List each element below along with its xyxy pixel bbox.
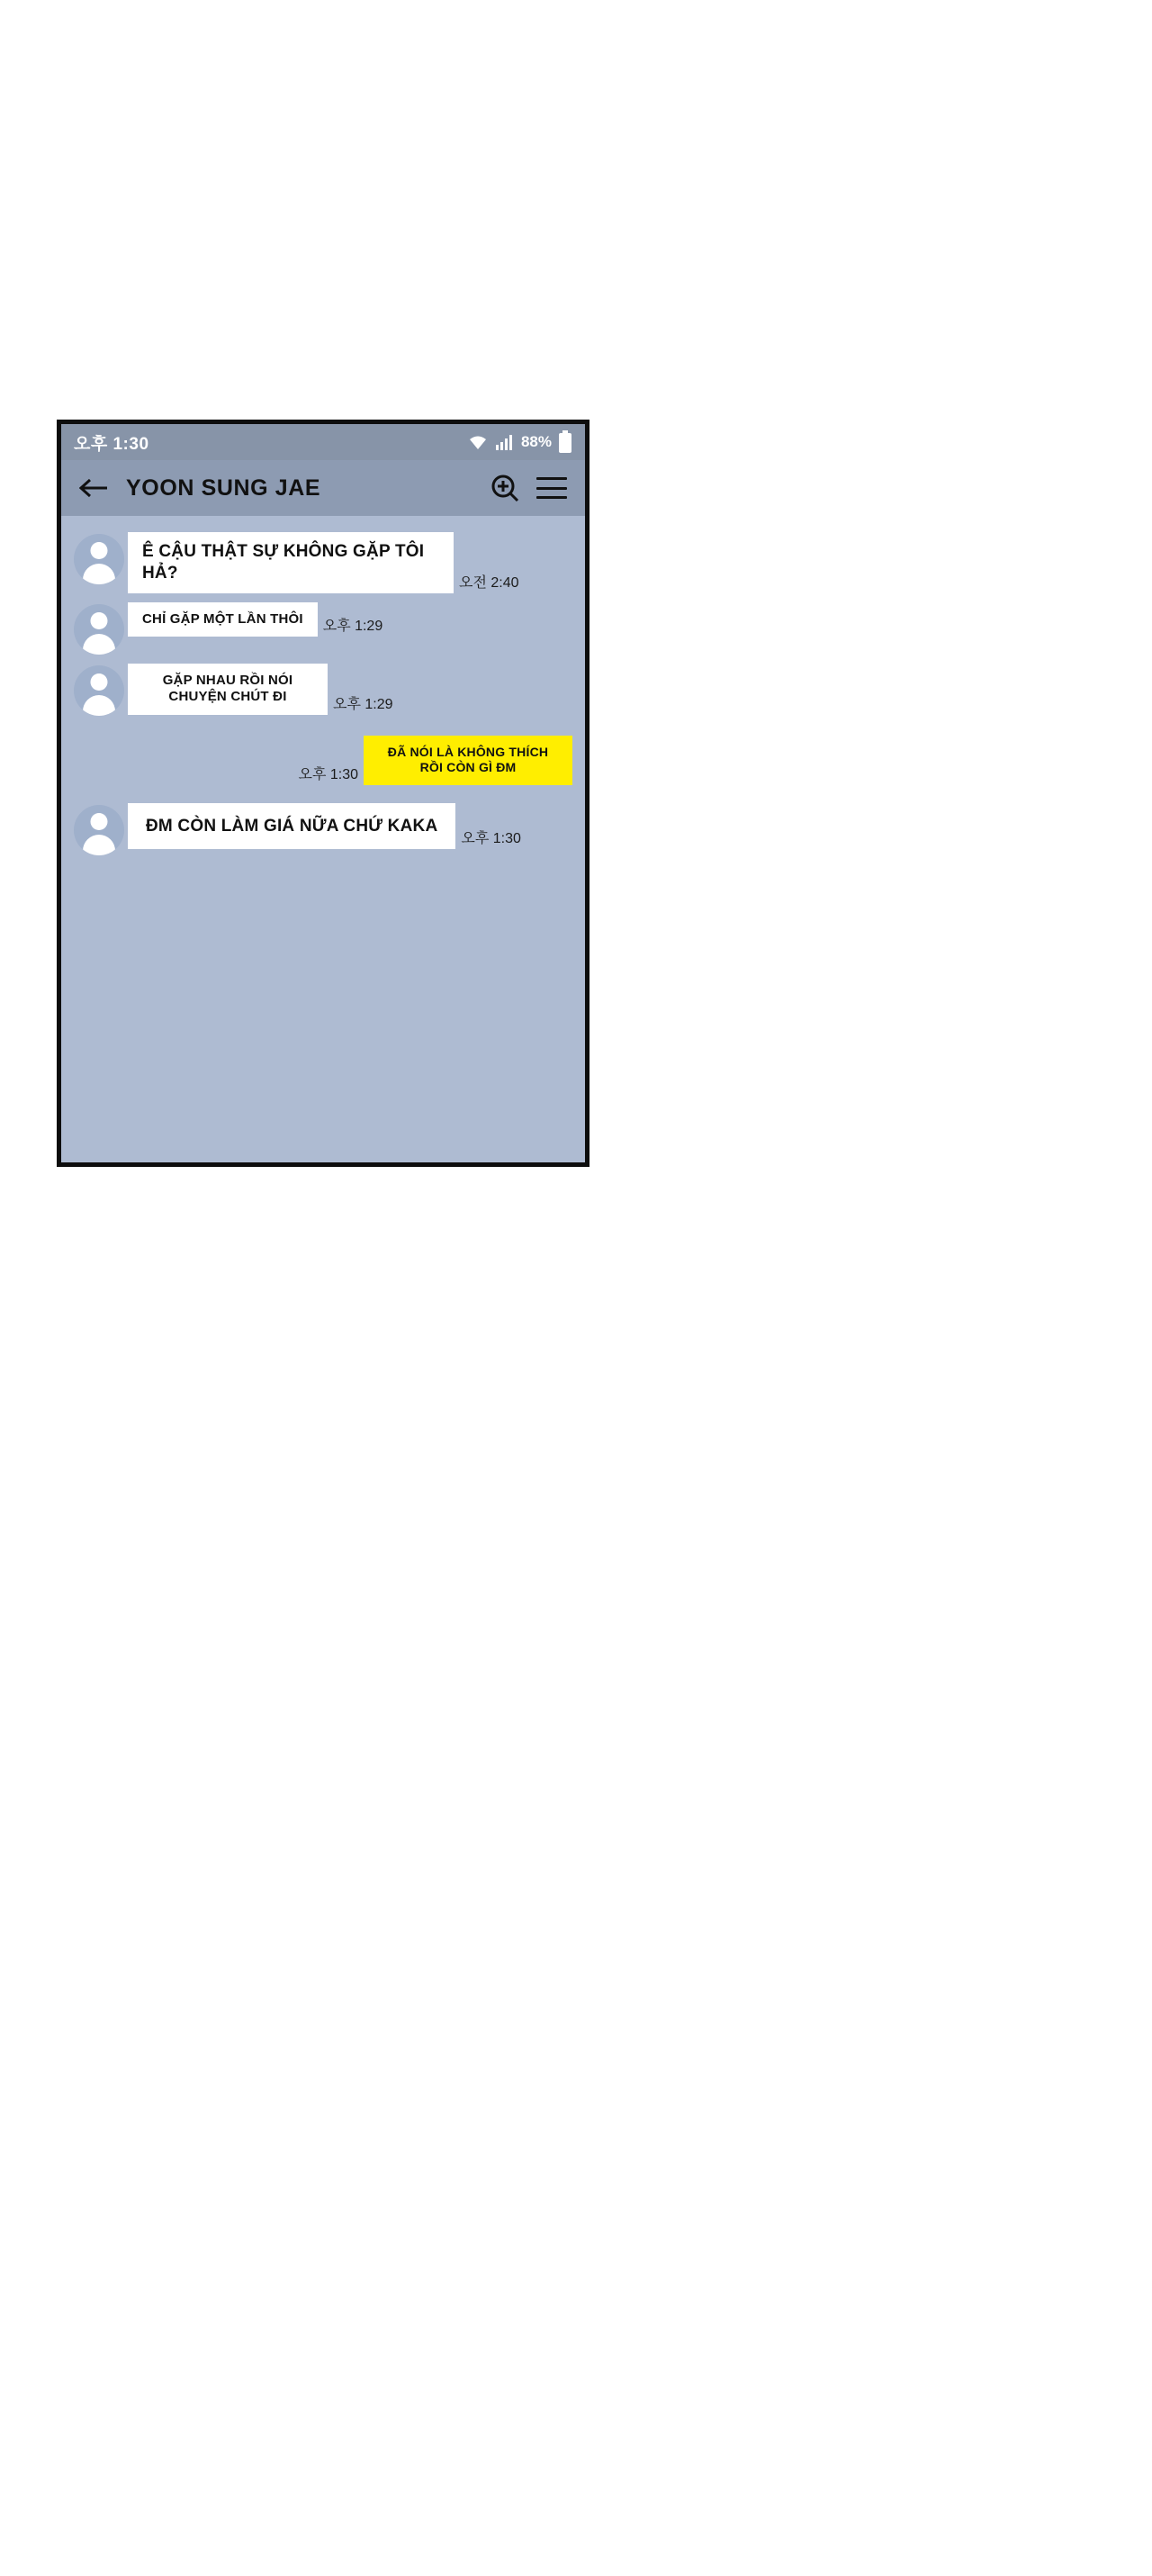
message-timestamp: 오후 1:30 — [298, 766, 358, 782]
message-bubble: ĐM CÒN LÀM GIÁ NỮA CHỨ KAKA — [128, 803, 455, 850]
status-indicators — [467, 430, 572, 454]
chat-message-list — [61, 516, 585, 1162]
avatar — [74, 805, 124, 855]
message-bubble: GẶP NHAU RỒI NÓI CHUYỆN CHÚT ĐI — [128, 664, 328, 716]
page-title: YOON SUNG JAE — [126, 475, 321, 501]
message-timestamp: 오후 1:29 — [333, 697, 393, 712]
message-timestamp: 오후 1:30 — [461, 831, 521, 847]
avatar — [74, 534, 124, 584]
avatar — [74, 665, 124, 716]
hamburger-menu-icon[interactable] — [536, 477, 567, 499]
message-bubble: ĐÃ NÓI LÀ KHÔNG THÍCH RỒI CÒN GÌ ĐM — [364, 736, 572, 785]
app-bar — [61, 460, 585, 516]
message-row-outgoing — [61, 736, 585, 785]
message-bubble: CHỈ GẶP MỘT LẦN THÔI — [128, 602, 318, 637]
message-row-incoming — [61, 803, 585, 855]
battery-percent-label: 88% — [520, 433, 552, 450]
message-row-incoming — [61, 602, 585, 655]
message-timestamp: 오후 1:29 — [322, 619, 383, 635]
avatar — [74, 604, 124, 655]
search-plus-icon[interactable] — [490, 473, 520, 503]
message-row-incoming — [61, 664, 585, 716]
message-row-incoming — [61, 532, 585, 593]
wifi-icon — [467, 433, 489, 451]
message-bubble: Ê CẬU THẬT SỰ KHÔNG GẶP TÔI HẢ? — [128, 532, 454, 593]
message-timestamp: 오전 2:40 — [459, 574, 519, 591]
phone-screenshot — [57, 420, 590, 1167]
back-arrow-icon[interactable] — [79, 476, 110, 500]
status-bar — [61, 424, 585, 460]
status-clock: 오후 1:30 — [74, 434, 149, 454]
battery-icon — [558, 430, 572, 454]
signal-icon — [495, 433, 515, 451]
